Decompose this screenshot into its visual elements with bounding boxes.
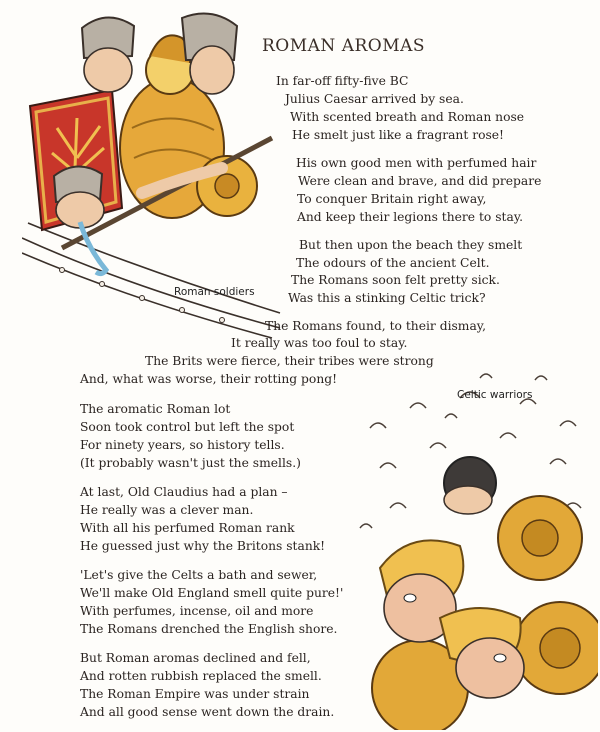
poem-line: With scented breath and Roman nose <box>290 110 525 124</box>
poem-line: The Roman Empire was under strain <box>80 687 310 701</box>
roman-soldiers-caption: Roman soldiers <box>174 286 255 298</box>
poem-line: He smelt just like a fragrant rose! <box>292 128 505 142</box>
poem-line: To conquer Britain right away, <box>297 192 487 206</box>
poem-line: But Roman aromas declined and fell, <box>80 651 311 665</box>
celtic-warriors-caption: Celtic warriors <box>457 389 533 401</box>
poem-line: Julius Caesar arrived by sea. <box>285 92 464 106</box>
poem-line: His own good men with perfumed hair <box>296 156 537 170</box>
poem-line: With all his perfumed Roman rank <box>80 521 295 535</box>
poem-line: And keep their legions there to stay. <box>297 210 524 224</box>
poem-line: And rotten rubbish replaced the smell. <box>80 669 322 683</box>
poem-line: The aromatic Roman lot <box>80 402 231 416</box>
poem-line: 'Let's give the Celts a bath and sewer, <box>80 568 318 582</box>
poem-line: The Brits were fierce, their tribes were strong <box>145 354 434 368</box>
poem-line: The Romans soon felt pretty sick. <box>291 273 500 287</box>
poem-line: The Romans drenched the English shore. <box>80 622 338 636</box>
poem-line: He really was a clever man. <box>80 503 254 517</box>
poem-line: And all good sense went down the drain. <box>80 705 335 719</box>
poem-line: With perfumes, incense, oil and more <box>80 604 314 618</box>
poem-line: Soon took control but left the spot <box>80 420 295 434</box>
poem-line: We'll make Old England smell quite pure!' <box>80 586 344 600</box>
poem-line: The odours of the ancient Celt. <box>296 256 490 270</box>
poem-line: The Romans found, to their dismay, <box>265 319 487 333</box>
poem-title: ROMAN AROMAS <box>262 36 426 56</box>
poem-line: But then upon the beach they smelt <box>299 238 523 252</box>
poem-line: Was this a stinking Celtic trick? <box>288 291 486 305</box>
poem-line: And, what was worse, their rotting pong! <box>80 372 338 386</box>
poem-line: For ninety years, so history tells. <box>80 438 285 452</box>
poem-line: He guessed just why the Britons stank! <box>80 539 326 553</box>
poem-line: At last, Old Claudius had a plan – <box>80 485 288 499</box>
poem-line: In far-off fifty-five BC <box>276 74 409 88</box>
poem-line: It really was too foul to stay. <box>231 336 408 350</box>
poem-line: Were clean and brave, and did prepare <box>298 174 542 188</box>
poem-line: (It probably wasn't just the smells.) <box>80 456 301 470</box>
